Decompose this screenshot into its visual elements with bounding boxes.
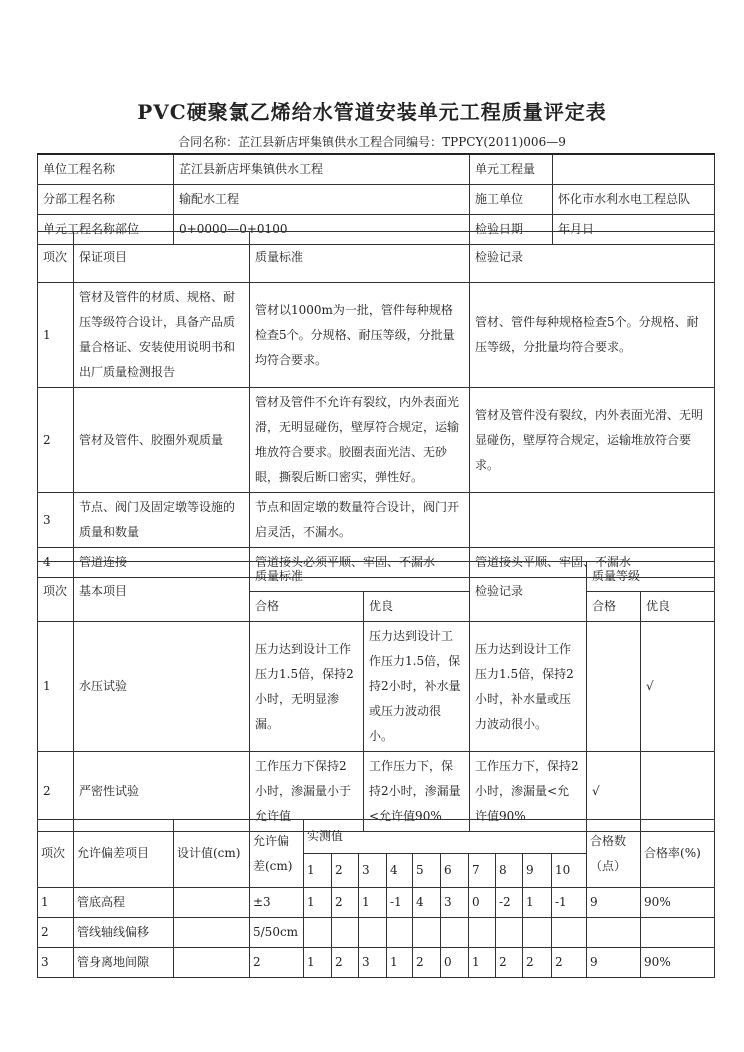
measured-value — [552, 918, 587, 948]
row-pass-rate — [641, 918, 715, 948]
row-good-standard: 工作压力下，保持2小时，渗漏量<允许值90% — [364, 752, 470, 832]
measured-value — [359, 918, 387, 948]
row-pass-standard: 压力达到设计工作压力1.5倍，保持2小时，无明显渗漏。 — [250, 622, 364, 752]
header-point: 6 — [441, 854, 469, 888]
date: 年月日 — [553, 215, 715, 245]
header-no: 项次 — [38, 820, 74, 888]
row-item: 管线轴线偏移 — [74, 918, 174, 948]
measured-value: 2 — [523, 948, 552, 978]
header-standard: 质量标准 — [250, 562, 470, 592]
measured-value: 3 — [359, 948, 387, 978]
row-no: 2 — [38, 388, 74, 493]
header-standard: 质量标准 — [250, 232, 470, 283]
row-item: 管材及管件的材质、规格、耐压等级符合设计，具备产品质量合格证、安装使用说明书和出厂质量检测报告 — [74, 283, 250, 388]
row-pass-rate: 90% — [641, 888, 715, 918]
row-no: 2 — [38, 918, 74, 948]
measured-value — [469, 918, 496, 948]
header-record: 检验记录 — [470, 562, 587, 622]
header-point: 5 — [413, 854, 441, 888]
row-design — [174, 948, 250, 978]
row-record: 管材及管件没有裂纹，内外表面光滑、无明显碰伤，壁厚符合规定，运输堆放符合要求。 — [470, 388, 715, 493]
header-point: 2 — [332, 854, 359, 888]
measured-value — [441, 918, 469, 948]
row-no: 1 — [38, 888, 74, 918]
header-grade-pass: 合格 — [587, 592, 641, 622]
label: 单位工程名称 — [38, 154, 174, 185]
row-standard: 节点和固定墩的数量符合设计，阀门开启灵活，不漏水。 — [250, 493, 470, 548]
row-pass-count: 9 — [587, 888, 641, 918]
label: 检验日期 — [470, 215, 553, 245]
measured-value: 0 — [469, 888, 496, 918]
header-point: 8 — [496, 854, 523, 888]
measured-value: 1 — [523, 888, 552, 918]
header-point: 1 — [304, 854, 332, 888]
location: 0+0000—0+0100 — [174, 215, 470, 245]
header-grade: 质量等级 — [587, 562, 715, 592]
row-item: 管材及管件、胶圈外观质量 — [74, 388, 250, 493]
document-title: PVC硬聚氯乙烯给水管道安装单元工程质量评定表 — [137, 100, 607, 124]
row-record — [470, 493, 715, 548]
measured-value: 1 — [359, 888, 387, 918]
measured-value — [496, 918, 523, 948]
measured-value: 2 — [496, 948, 523, 978]
row-record: 管道接头平顺、牢固、不漏水 — [470, 548, 715, 578]
measured-value: 2 — [332, 948, 359, 978]
row-item: 管身离地间隙 — [74, 948, 174, 978]
contractor: 怀化市水利水电工程总队 — [553, 185, 715, 215]
measured-value: 2 — [413, 948, 441, 978]
grade-pass-check — [587, 622, 641, 752]
header-no: 项次 — [38, 232, 74, 283]
measured-value: 0 — [441, 948, 469, 978]
table-row — [38, 918, 715, 948]
header-record: 检验记录 — [470, 232, 715, 283]
measured-value: 2 — [552, 948, 587, 978]
basic-table — [37, 561, 715, 832]
header-point: 4 — [387, 854, 413, 888]
row-pass-standard: 工作压力下保持2小时，渗漏量小于允许值 — [250, 752, 364, 832]
row-standard: 管材以1000m为一批，管件每种规格检查5个。分规格、耐压等级，分批量均符合要求。 — [250, 283, 470, 388]
header-grade-good: 优良 — [641, 592, 715, 622]
row-pass-rate: 90% — [641, 948, 715, 978]
header-point: 9 — [523, 854, 552, 888]
table-row — [38, 283, 715, 388]
table-row — [38, 948, 715, 978]
row-item: 管道连接 — [74, 548, 250, 578]
row-item: 管底高程 — [74, 888, 174, 918]
table-row — [38, 622, 715, 752]
header-pass: 合格 — [250, 592, 364, 622]
measured-value — [332, 918, 359, 948]
row-pass-count: 9 — [587, 948, 641, 978]
unit-qty — [553, 154, 715, 185]
row-pass-count — [587, 918, 641, 948]
row-standard: 管道接头必须平顺、牢固、不漏水 — [250, 548, 470, 578]
measured-value: 1 — [304, 888, 332, 918]
measured-value — [523, 918, 552, 948]
guarantee-table — [37, 231, 715, 578]
row-record: 工作压力下，保持2小时，渗漏量<允许值90% — [470, 752, 587, 832]
header-item: 保证项目 — [74, 232, 250, 283]
row-record: 压力达到设计工作压力1.5倍，保持2小时，补水量或压力波动很小。 — [470, 622, 587, 752]
header-pass-rate: 合格率(%) — [641, 820, 715, 888]
label: 单元工程量 — [470, 154, 553, 185]
measured-value: 1 — [387, 948, 413, 978]
header-point: 3 — [359, 854, 387, 888]
grade-good-check: √ — [641, 622, 715, 752]
header-item: 允许偏差项目 — [74, 820, 174, 888]
table-row — [38, 388, 715, 493]
header-item: 基本项目 — [74, 562, 250, 622]
header-no: 项次 — [38, 562, 74, 622]
label: 施工单位 — [470, 185, 553, 215]
measured-value: 3 — [441, 888, 469, 918]
sub-project: 输配水工程 — [174, 185, 470, 215]
row-no: 1 — [38, 622, 74, 752]
row-no: 1 — [38, 283, 74, 388]
table-row — [38, 888, 715, 918]
row-record: 管材、管件每种规格检查5个。分规格、耐压等级，分批量均符合要求。 — [470, 283, 715, 388]
unit-project: 芷江县新店坪集镇供水工程 — [174, 154, 470, 185]
header-point: 7 — [469, 854, 496, 888]
row-tolerance: ±3 — [250, 888, 304, 918]
row-tolerance: 5/50cm — [250, 918, 304, 948]
contract-info: 合同名称：芷江县新店坪集镇供水工程合同编号：TPPCY(2011)006—9 — [178, 135, 566, 149]
measured-value: 1 — [469, 948, 496, 978]
measured-value — [413, 918, 441, 948]
measured-value: 4 — [413, 888, 441, 918]
row-no: 3 — [38, 493, 74, 548]
row-no: 4 — [38, 548, 74, 578]
row-no: 3 — [38, 948, 74, 978]
row-no: 2 — [38, 752, 74, 832]
row-design — [174, 918, 250, 948]
row-good-standard: 压力达到设计工作压力1.5倍，保持2小时，补水量或压力波动很小。 — [364, 622, 470, 752]
row-item: 节点、阀门及固定墩等设施的质量和数量 — [74, 493, 250, 548]
header-good: 优良 — [364, 592, 470, 622]
measured-value: 2 — [332, 888, 359, 918]
measured-value: 1 — [304, 948, 332, 978]
row-item: 严密性试验 — [74, 752, 250, 832]
measured-value — [387, 918, 413, 948]
header-pass-count: 合格数（点） — [587, 820, 641, 888]
label: 单元工程名称部位 — [38, 215, 174, 245]
label: 分部工程名称 — [38, 185, 174, 215]
row-standard: 管材及管件不允许有裂纹，内外表面光滑，无明显碰伤，壁厚符合规定，运输堆放符合要求。胶圈表面光洁、无砂眼，撕裂后断口密实，弹性好。 — [250, 388, 470, 493]
header-design: 设计值(cm) — [174, 820, 250, 888]
header-point: 10 — [552, 854, 587, 888]
row-tolerance: 2 — [250, 948, 304, 978]
grade-pass-check: √ — [587, 752, 641, 832]
header-tolerance: 允许偏差(cm) — [250, 820, 304, 888]
measured-value: -1 — [387, 888, 413, 918]
measured-value: -2 — [496, 888, 523, 918]
table-row — [38, 493, 715, 548]
measured-value — [304, 918, 332, 948]
row-item: 水压试验 — [74, 622, 250, 752]
header-measured: 实测值 — [304, 820, 587, 854]
deviation-table — [37, 819, 715, 978]
row-design — [174, 888, 250, 918]
measured-value: -1 — [552, 888, 587, 918]
